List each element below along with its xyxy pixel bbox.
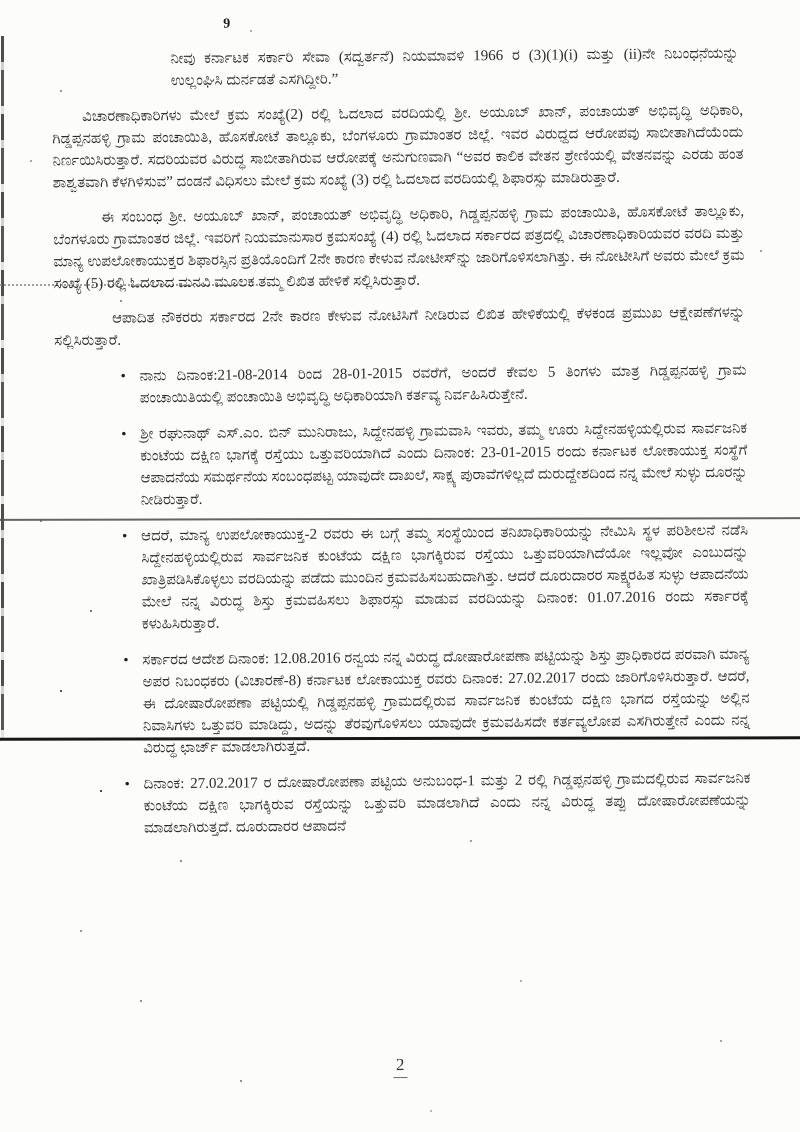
body-paragraph-notice-issued: ಈ ಸಂಬಂಧ ಶ್ರೀ. ಅಯೂಬ್ ಖಾನ್, ಪಂಚಾಯತ್ ಅಭಿವೃದ್ಧಿ ಅಧಿಕಾರಿ, ಗಿಡ್ಡಪ್ಪನಹಳ್ಳಿ ಗ್ರಾಮ ಪಂಚಾಯಿತಿ, ಹೊಸಕೋಟೆ ತಾಲ್ಲೂಕು, ಬೆಂಗಳೂರು ಗ್ರಾಮಾಂತರ ಜಿಲ್ಲೆ. ಇವರಿಗೆ ನಿಯಮಾನುಸಾರ ಕ್ರಮಸಂಖ್ಯೆ (4) ರಲ್ಲಿ ಓದಲಾದ ಸರ್ಕಾರದ ಪತ್ರದಲ್ಲಿ ವಿಚಾರಣಾಧಿಕಾರಿಯವರ ವರದಿ ಮತ್ತು ಮಾನ್ಯ ಉಪಲೋಕಾಯುಕ್ತರ ಶಿಫಾರಸ್ಸಿನ ಪ್ರತಿಯೊಂದಿಗೆ 2ನೇ ಕಾರಣ ಕೇಳುವ ನೋಟೀಸ್‌ನ್ನು ಜಾರಿಗೊಳಿಸಲಾಗಿತ್ತು. ಈ ನೋಟೀಸಿಗೆ ಅವರು ಮೇಲೆ ಕ್ರಮ ಸಂಖ್ಯೆ (5) ರಲ್ಲಿ ಓದಲಾದ ಮನವಿ ಮೂಲಕ ತಮ್ಮ ಲಿಖಿತ ಹೇಳಿಕೆ ಸಲ್ಲಿಸಿರುತ್ತಾರೆ. (53, 203, 745, 293)
objection-text-3: ಆದರೆ, ಮಾನ್ಯ ಉಪಲೋಕಾಯುಕ್ತ-2 ರವರು ಈ ಬಗ್ಗೆ ತಮ್ಮ ಸಂಸ್ಥೆಯಿಂದ ತನಿಖಾಧಿಕಾರಿಯನ್ನು ನೇಮಿಸಿ ಸ್ಥಳ ಪರಿಶೀಲನೆ ನಡೆಸಿ ಸಿದ್ದೇನಹಳ್ಳಿಯಲ್ಲಿರುವ ಸಾರ್ವಜನಿಕ ಕುಂಟೆಯ ದಕ್ಷಿಣ ಭಾಗಕ್ಕಿರುವ ರಸ್ತೆಯು ಒತ್ತುವರಿಯಾಗಿದೆಯೋ ಇಲ್ಲವೋ ಎಂಬುದನ್ನು ಖಾತ್ರಿಪಡಿಸಿಕೊಳ್ಳಲು ವರದಿಯನ್ನು ಪಡೆದು ಮುಂದಿನ ಕ್ರಮವಹಿಸಬಹುದಾಗಿತ್ತು. ಆದರೆ ದೂರುದಾರರ ಸಾಕ್ಷ್ಯರಹಿತ ಸುಳ್ಳು ಆಪಾದನೆಯ ಮೇಲೆ ನನ್ನ ವಿರುದ್ಧ ಶಿಸ್ತು ಕ್ರಮವಹಿಸಲು ಶಿಫಾರಸ್ಸು ಮಾಡುವ ವರದಿಯನ್ನು ದಿನಾಂಕ: 01.07.2016 ರಂದು ಸರ್ಕಾರಕ್ಕೆ ಕಳುಹಿಸಿರುತ್ತಾರೆ. (141, 522, 749, 633)
objection-text-1: ನಾನು ದಿನಾಂಕ:21-08-2014 ರಿಂದ 28-01-2015 ರವರೆಗೆ, ಅಂದರೆ ಕೇವಲ 5 ತಿಂಗಳು ಮಾತ್ರ ಗಿಡ್ಡಪ್ಪನಹಳ್ಳಿ ಗ್ರಾಮ ಪಂಚಾಯಿತಿಯಲ್ಲಿ ಪಂಚಾಯಿತಿ ಅಭಿವೃದ್ಧಿ ಅಧಿಕಾರಿಯಾಗಿ ಕರ್ತವ್ಯ ನಿರ್ವಹಿಸಿರುತ್ತೇನೆ. (139, 362, 747, 407)
page-number (5, 1050, 795, 1082)
objection-text-5: ದಿನಾಂಕ: 27.02.2017 ರ ದೋಷಾರೋಪಣಾ ಪಟ್ಟಿಯ ಅನುಬಂಧ-1 ಮತ್ತು 2 ರಲ್ಲಿ ಗಿಡ್ಡಪ್ಪನಹಳ್ಳಿ ಗ್ರಾಮದಲ್ಲಿರುವ ಸಾರ್ವಜನಿಕ ಕುಂಟೆಯ ದಕ್ಷಿಣ ಭಾಗಕ್ಕಿರುವ ರಸ್ತೆಯನ್ನು ಒತ್ತುವರಿ ಮಾಡಲಾಗಿದೆ ಎಂದು ನನ್ನ ವಿರುದ್ಧ ತಪ್ಪು ದೋಷಾರೋಪಣೆಯನ್ನು ಮಾಡಲಾಗಿರುತ್ತದೆ. ದೂರುದಾರರ ಆಪಾದನೆ (143, 770, 751, 837)
objection-item-3 (122, 520, 749, 636)
body-paragraph-objections-intro: ಆಪಾದಿತ ನೌಕರರು ಸರ್ಕಾರದ 2ನೇ ಕಾರಣ ಕೇಳುವ ನೋಟಿಸಿಗೆ ನೀಡಿರುವ ಲಿಖಿತ ಹೇಳಿಕೆಯಲ್ಲಿ ಕೆಳಕಂಡ ಪ್ರಮುಖ ಆಕ್ಷೇಪಣೆಗಳನ್ನು ಸಲ್ಲಿಸಿರುತ್ತಾರೆ. (54, 304, 746, 350)
page-number-value: 2 (393, 1054, 408, 1078)
bullet-icon: • (123, 652, 129, 669)
scan-noise-speckles (0, 0, 2, 2)
bullet-icon: • (124, 776, 130, 793)
rule-citation-quote-paragraph: ನೀವು ಕರ್ನಾಟಕ ಸರ್ಕಾರಿ ಸೇವಾ (ಸದ್ವರ್ತನೆ) ನಿಯಮಾವಳಿ 1966 ರ (3)(1)(i) ಮತ್ತು (ii)ನೇ ನಿಬಂಧನೆಯನ್ನು ಉಲ್ಲಂಘಿಸಿ ದುರ್ನಡತೆ ಎಸಗಿದ್ದೀರಿ.” (170, 45, 739, 90)
body-paragraph-inquiry-report: ವಿಚಾರಣಾಧಿಕಾರಿಗಳು ಮೇಲೆ ಕ್ರಮ ಸಂಖ್ಯೆ(2) ರಲ್ಲಿ ಓದಲಾದ ವರದಿಯಲ್ಲಿ ಶ್ರೀ. ಅಯೂಬ್ ಖಾನ್, ಪಂಚಾಯತ್ ಅಭಿವೃದ್ಧಿ ಅಧಿಕಾರಿ, ಗಿಡ್ಡಪ್ಪನಹಳ್ಳಿ ಗ್ರಾಮ ಪಂಚಾಯಿತಿ, ಹೊಸಕೋಟೆ ತಾಲ್ಲೂಕು, ಬೆಂಗಳೂರು ಗ್ರಾಮಾಂತರ ಜಿಲ್ಲೆ. ಇವರ ವಿರುದ್ದದ ಆರೋಪವು ಸಾಬೀತಾಗಿದೆಯೆಂದು ನಿರ್ಣಯಿಸಿರುತ್ತಾರೆ. ಸದರಿಯವರ ವಿರುದ್ಧ ಸಾಬೀತಾಗಿರುವ ಆರೋಪಕ್ಕೆ ಅನುಗುಣವಾಗಿ “ಅವರ ಕಾಲಿಕ ವೇತನ ಶ್ರೇಣಿಯಲ್ಲಿ ವೇತನವನ್ನು ಎರಡು ಹಂತ ಶಾಶ್ವತವಾಗಿ ಕೆಳಗಿಳಿಸುವ” ದಂಡನೆ ವಿಧಿಸಲು ಮೇಲೆ ಕ್ರಮ ಸಂಖ್ಯೆ (3) ರಲ್ಲಿ ಓದಲಾದ ವರದಿಯಲ್ಲಿ ಶಿಫಾರಸ್ಸು ಮಾಡಿರುತ್ತಾರೆ. (52, 102, 744, 192)
objection-text-2: ಶ್ರೀ ರಘುನಾಥ್ ಎಸ್.ಎಂ. ಬಿನ್ ಮುನಿರಾಜು, ಸಿದ್ದೇನಹಳ್ಳಿ ಗ್ರಾಮವಾಸಿ ಇವರು, ತಮ್ಮ ಊರು ಸಿದ್ದೇನಹಳ್ಳಿಯಲ್ಲಿರುವ ಸಾರ್ವಜನಿಕ ಕುಂಟೆಯ ದಕ್ಷಿಣ ಭಾಗಕ್ಕೆ ರಸ್ತೆಯು ಒತ್ತುವರಿಯಾಗಿದೆ ಎಂದು ದಿನಾಂಕ: 23-01-2015 ರಂದು ಕರ್ನಾಟಕ ಲೋಕಾಯುಕ್ತ ಸಂಸ್ಥೆಗೆ ಆಪಾದನೆಯ ಸಮರ್ಥನೆಯ ಸಂಬಂಧಪಟ್ಟ ಯಾವುದೇ ದಾಖಲೆ, ಸಾಕ್ಷ್ಯ ಪುರಾವೆಗಳಿಲ್ಲದೆ ದುರುದ್ದೇಶದಿಂದ ನನ್ನ ಮೇಲೆ ಸುಳ್ಳು ದೂರನ್ನು ನೀಡಿರುತ್ತಾರೆ. (140, 420, 748, 509)
objection-item-5 (124, 768, 751, 840)
objection-item-4 (123, 644, 750, 760)
objections-list (121, 360, 752, 840)
bullet-icon: • (121, 426, 127, 443)
bullet-icon: • (120, 368, 126, 385)
bullet-icon: • (122, 528, 128, 545)
handwritten-page-mark: 9 (223, 16, 231, 32)
objection-item-1 (121, 360, 747, 410)
objection-text-4: ಸರ್ಕಾರದ ಆದೇಶ ದಿನಾಂಕ: 12.08.2016 ರನ್ವಯ ನನ್ನ ವಿರುದ್ಧ ದೋಷಾರೋಪಣಾ ಪಟ್ಟಿಯನ್ನು ಶಿಸ್ತು ಪ್ರಾಧಿಕಾರದ ಪರವಾಗಿ ಮಾನ್ಯ ಅಪರ ನಿಬಂಧಕರು (ವಿಚಾರಣೆ-8) ಕರ್ನಾಟಕ ಲೋಕಾಯುಕ್ತ ರವರು ದಿನಾಂಕ: 27.02.2017 ರಂದು ಜಾರಿಗೊಳಿಸಿರುತ್ತಾರೆ. ಆದರೆ, ಈ ದೋಷಾರೋಪಣಾ ಪಟ್ಟಿಯಲ್ಲಿ ಗಿಡ್ಡಪ್ಪನಹಳ್ಳಿ ಗ್ರಾಮದಲ್ಲಿರುವ ಸಾರ್ವಜನಿಕ ಕುಂಟೆಯ ದಕ್ಷಿಣ ಭಾಗದ ರಸ್ತೆಯನ್ನು ಅಲ್ಲಿನ ನಿವಾಸಿಗಳು ಒತ್ತುವರಿ ಮಾಡಿದ್ದು, ಅದನ್ನು ತೆರವುಗೊಳಿಸಲು ಯಾವುದೇ ಕ್ರಮವಹಿಸದೇ ಕರ್ತವ್ಯಲೋಪ ಎಸಗಿರುತ್ತೇನೆ ಎಂದು ನನ್ನ ವಿರುದ್ಧ ಛಾರ್ಜ್ ಮಾಡಲಾಗಿರುತ್ತದೆ. (142, 646, 751, 757)
objection-item-2 (121, 418, 748, 512)
